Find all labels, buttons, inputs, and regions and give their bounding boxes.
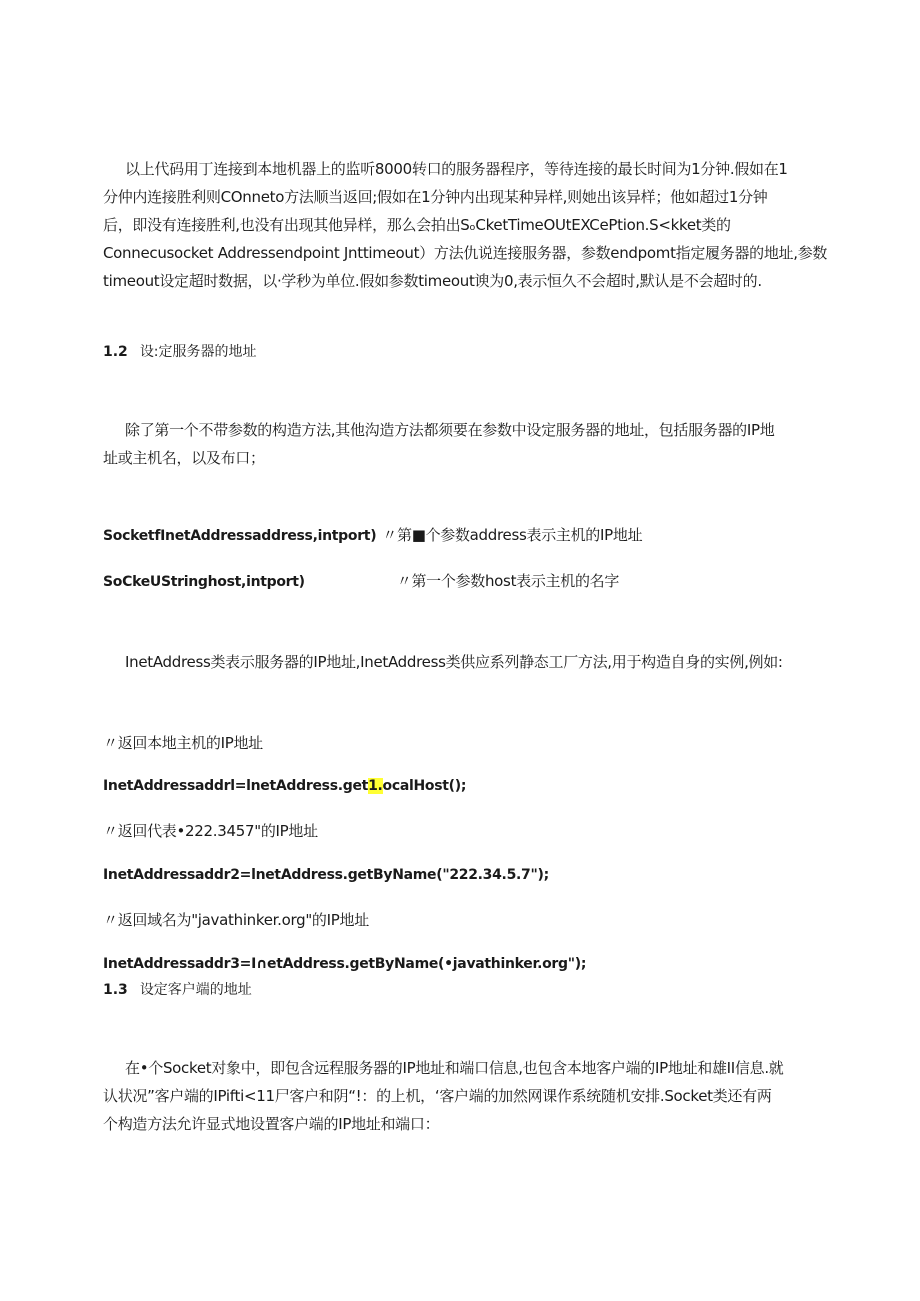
paragraph-connect-timeout xyxy=(0,155,827,295)
code-comment-localhost: 〃返回本地主机的IP地址 xyxy=(103,734,263,752)
highlighted-text: 1. xyxy=(368,778,383,794)
paragraph-line: 后，即没有连接胜利,也没有出现其他异样，那么会拍出SₒCketTimeOUtEXCePtion.S<kket类的 xyxy=(103,216,731,234)
code-line-addr2 xyxy=(103,865,549,885)
code-text: InetAddressaddr3=I∩etAddress.getByName(•javathinker.org"); xyxy=(103,956,587,972)
paragraph-line: timeout设定超时数据，以·学秒为单位.假如参数timeout谀为0,表示恒久不会超时,默认是不会超时的. xyxy=(103,272,762,290)
paragraph-line: 以上代码用丁连接到本地机器上的监听8000转口的服务器程序，等待连接的最长时间为1分钟.假如在1 xyxy=(125,160,788,178)
paragraph-line: 认状况”客户端的IPifti<11尸客户和阴“!：的上机，‘客户端的加然网课作系统随机安排.Socket类还有两 xyxy=(103,1087,772,1105)
code-line-socket-inetaddress xyxy=(103,525,642,546)
paragraph-line: 个构造方法允许显式地设置客户端的IP地址和端口： xyxy=(103,1115,440,1133)
paragraph-line: Connecusocket Addressendpoint Jnttimeout）方法仇说连接服务器，参数endpomt指定履务器的地址,参数 xyxy=(103,244,828,262)
paragraph-inetaddress xyxy=(0,648,783,676)
paragraph-line: 分仲内连接胜利则COnneto方法顺当返回;假如在1分钟内出现某种异样,则她出该异样；他如超过1分钟 xyxy=(103,188,768,206)
code-comment-ip: 〃返回代表•222.3457"的IP地址 xyxy=(103,822,318,840)
section-title: 设定客户端的地址 xyxy=(139,982,252,998)
section-heading-1-2 xyxy=(103,342,257,362)
code-line-socket-host xyxy=(103,571,619,592)
section-number: 1.2 xyxy=(103,344,128,360)
paragraph-line: 在•个Socket对象中，即包含远程服务器的IP地址和端口信息,也包含本地客户端的IP地址和雄II信息.就 xyxy=(125,1059,784,1077)
code-comment: 〃第一个参数host表示主机的名字 xyxy=(396,572,620,590)
section-number: 1.3 xyxy=(103,982,128,998)
paragraph-line: 址或主机名，以及布口； xyxy=(103,449,265,467)
section-title: 设:定服务器的地址 xyxy=(139,344,257,360)
code-text: SoCkeUStringhost,intport) xyxy=(103,574,305,590)
code-line-addr3 xyxy=(103,954,586,974)
paragraph-line: 除了第一个不带参数的构造方法,其他沟造方法都须要在参数中设定服务器的地址，包括服务器的IP地 xyxy=(125,421,775,439)
code-text: ocalHost(); xyxy=(382,778,467,794)
paragraph-server-address xyxy=(0,416,774,472)
code-comment: 〃第■个参数address表示主机的IP地址 xyxy=(382,526,643,544)
code-text: InetAddressaddrl=lnetAddress.get xyxy=(103,778,369,794)
code-comment-domain: 〃返回域名为"javathinker.org"的IP地址 xyxy=(103,911,369,929)
paragraph-client-address xyxy=(0,1054,783,1138)
section-heading-1-3 xyxy=(103,980,252,1000)
code-line-addr1 xyxy=(103,776,466,796)
code-text: SocketfInetAddressaddress,intport) xyxy=(103,528,377,544)
paragraph-line: InetAddress类表示服务器的IP地址,InetAddress类供应系列静态工厂方法,用于构造自身的实例,例如: xyxy=(125,653,783,671)
code-text: InetAddressaddr2=lnetAddress.getByName("222.34.5.7"); xyxy=(103,867,549,883)
